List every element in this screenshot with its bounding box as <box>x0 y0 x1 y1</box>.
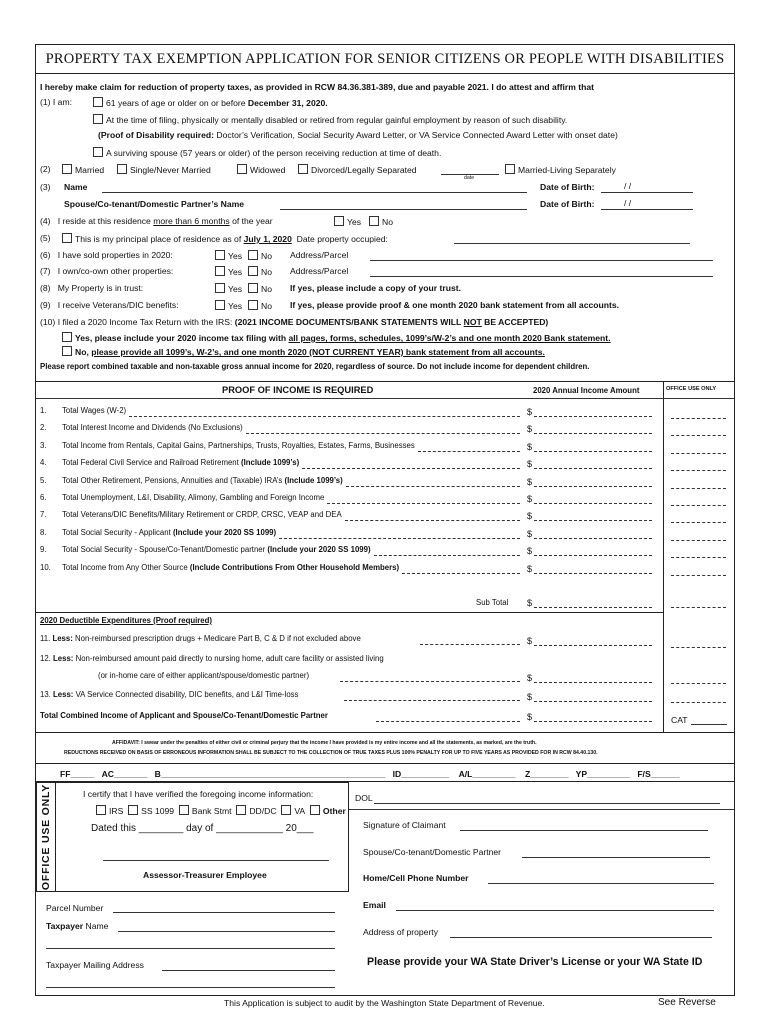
deduction-12-cont: (or in-home care of either applicant/spouse/domestic partner) <box>98 671 310 680</box>
income-amount-field[interactable] <box>534 416 652 417</box>
office-deduction-13-field[interactable] <box>671 702 726 703</box>
q5-checkbox[interactable] <box>62 233 72 243</box>
name-field[interactable] <box>102 192 527 193</box>
phone-field[interactable] <box>488 883 714 884</box>
office-deduction-11-field[interactable] <box>671 647 726 648</box>
q9-no-option[interactable]: No <box>248 300 272 311</box>
q2-number: (2) <box>40 164 51 174</box>
spouse-name-label: Spouse/Co-tenant/Domestic Partner’s Name <box>64 199 245 209</box>
income-top-rule <box>35 381 735 382</box>
income-row-leader <box>129 416 520 417</box>
q6-address-label: Address/Parcel <box>290 250 349 260</box>
income-row-leader <box>402 573 520 574</box>
dol-label: DOL <box>355 793 373 803</box>
income-header: PROOF OF INCOME IS REQUIRED <box>222 385 374 395</box>
income-row-leader <box>374 555 520 556</box>
q8-yes-option[interactable]: Yes <box>215 283 242 294</box>
deduction-12-line <box>340 681 520 682</box>
income-row-1: 1. Total Wages (W-2) <box>40 406 127 415</box>
q7-yes-checkbox[interactable] <box>215 266 225 276</box>
dated-row: Dated this ________ day of ____________ 20___ <box>91 823 314 834</box>
income-row-leader <box>327 503 520 504</box>
q1-proof-note: (Proof of Disability required: Doctor’s Verification, Social Security Award Letter, or VA Service Connected Award Letter with onset date) <box>98 130 618 140</box>
q8-text: (8) My Property is in trust: <box>40 283 144 293</box>
income-header-rule <box>36 398 663 399</box>
parcel-field[interactable] <box>113 912 335 913</box>
assessor-signature-line[interactable] <box>103 860 329 861</box>
q2-divorced-checkbox[interactable] <box>298 164 308 174</box>
deductions-top-rule <box>36 612 663 613</box>
deduction-12-dollar: $ <box>527 673 533 683</box>
income-amount-field[interactable] <box>534 503 652 504</box>
q5-number: (5) <box>40 233 51 243</box>
doc-ss1099-checkbox[interactable] <box>128 805 138 815</box>
q1-spouse-checkbox[interactable] <box>93 147 103 157</box>
office-subtotal-field[interactable] <box>671 607 726 608</box>
q10-no-checkbox[interactable] <box>62 346 72 356</box>
office-use-header: OFFICE USE ONLY <box>666 386 717 392</box>
affidavit-top-rule <box>35 732 735 733</box>
income-dollar-sign: $ <box>527 424 533 434</box>
deduction-13-line <box>344 700 520 701</box>
q7-address-field[interactable] <box>370 276 713 277</box>
office-docs-row: IRS SS 1099 Bank Stmt DD/DC VA Other <box>96 805 346 816</box>
q7-address-label: Address/Parcel <box>290 266 349 276</box>
income-amount-field[interactable] <box>534 468 652 469</box>
income-amount-field[interactable] <box>534 520 652 521</box>
name-label: Name <box>64 182 88 192</box>
cat-field[interactable] <box>691 724 727 725</box>
q2-single-checkbox[interactable] <box>117 164 127 174</box>
office-income-field[interactable] <box>671 488 726 489</box>
income-row-leader <box>279 538 520 539</box>
address-field[interactable] <box>450 937 712 938</box>
office-income-field[interactable] <box>671 522 726 523</box>
office-income-field[interactable] <box>671 435 726 436</box>
q2-married-option[interactable]: Married <box>62 164 104 175</box>
office-deduction-12-field[interactable] <box>671 683 726 684</box>
id-note: Please provide your WA State Driver’s License or your WA State ID <box>367 956 703 968</box>
income-row-10: 10. Total Income from Any Other Source (Include Contributions From Other Household Members) <box>40 563 400 572</box>
doc-irs-checkbox[interactable] <box>96 805 106 815</box>
q8-yes-checkbox[interactable] <box>215 283 225 293</box>
income-dollar-sign: $ <box>527 546 533 556</box>
q8-note: If yes, please include a copy of your trust. <box>290 283 461 293</box>
spouse-dob-label: Date of Birth: <box>540 199 595 209</box>
income-row-9: 9. Total Social Security - Spouse/Co-Tenant/Domestic partner (Include your 2020 SS 1099) <box>40 545 371 554</box>
spouse-dob-field[interactable] <box>601 209 693 210</box>
claimant-signature-label: Signature of Claimant <box>363 820 446 830</box>
income-dollar-sign: $ <box>527 529 533 539</box>
claim-intro: I hereby make claim for reduction of property taxes, as provided in RCW 84.36.381-389, due and payable 2021. I do attest and affirm that <box>40 82 594 92</box>
office-vertical-divider <box>55 782 56 892</box>
q6-no-option[interactable]: No <box>248 250 272 261</box>
income-dollar-sign: $ <box>527 442 533 452</box>
office-income-field[interactable] <box>671 453 726 454</box>
office-header-rule <box>663 398 734 399</box>
q9-note: If yes, please provide proof & one month 2020 bank statement from all accounts. <box>290 300 620 310</box>
income-row-7: 7. Total Veterans/DIC Benefits/Military Retirement or CRDP, CRSC, VEAP and DEA <box>40 510 342 519</box>
claimant-signature-field[interactable] <box>460 830 708 831</box>
q2-single-option[interactable]: Single/Never Married <box>117 164 211 175</box>
q9-yes-checkbox[interactable] <box>215 300 225 310</box>
office-column-divider <box>663 381 664 732</box>
office-income-field[interactable] <box>671 575 726 576</box>
total-combined-line <box>376 721 520 722</box>
q1-spouse-option[interactable]: A surviving spouse (57 years or older) of the person receiving reduction at time of death. <box>93 147 441 158</box>
deduction-11: 11. Less: Non-reimbursed prescription drugs + Medicare Part B, C & D if not excluded above <box>40 634 361 643</box>
q2-widowed-checkbox[interactable] <box>237 164 247 174</box>
q1-disabled-checkbox[interactable] <box>93 114 103 124</box>
doc-dddc-checkbox[interactable] <box>236 805 246 815</box>
q6-yes-checkbox[interactable] <box>215 250 225 260</box>
affidavit-line-2: REDUCTIONS RECEIVED ON BASIS OF ERRONEOUS INFORMATION SHALL BE SUBJECT TO THE COLLECTION OF TRUE TAXES PLUS 100% PENALTY FOR UP TO FIVE YEARS AS PROVIDED FOR IN RCW 84.40.130. <box>64 750 598 756</box>
q3-number: (3) <box>40 182 51 192</box>
q7-no-checkbox[interactable] <box>248 266 258 276</box>
q7-yes-option[interactable]: Yes <box>215 266 242 277</box>
audit-footer: This Application is subject to audit by the Washington State Department of Revenue. <box>224 998 545 1008</box>
office-use-vertical-label: OFFICE USE ONLY <box>40 783 52 891</box>
doc-other-checkbox[interactable] <box>310 805 320 815</box>
q4-no-option[interactable]: No <box>369 216 393 227</box>
taxpayer-label: Taxpayer Name <box>46 921 109 931</box>
spouse-name-field[interactable] <box>280 209 527 210</box>
income-amount-field[interactable] <box>534 538 652 539</box>
email-field[interactable] <box>396 910 714 911</box>
total-dollar: $ <box>527 712 533 722</box>
income-amount-field[interactable] <box>534 573 652 574</box>
q7-text: (7) I own/co-own other properties: <box>40 266 174 276</box>
q6-no-checkbox[interactable] <box>248 250 258 260</box>
q1-label: (1) I am: <box>40 97 72 107</box>
q9-no-checkbox[interactable] <box>248 300 258 310</box>
affidavit-bottom-rule <box>35 763 735 764</box>
q10-no-option[interactable]: No, please provide all 1099’s, W-2’s, and one month 2020 (NOT CURRENT YEAR) bank statement from all accounts. <box>62 346 545 357</box>
income-row-leader <box>346 486 520 487</box>
office-certify: I certify that I have verified the foregoing income information: <box>83 789 314 799</box>
q8-no-checkbox[interactable] <box>248 283 258 293</box>
income-row-4: 4. Total Federal Civil Service and Railroad Retirement (Include 1099’s) <box>40 458 300 467</box>
office-income-field[interactable] <box>671 470 726 471</box>
q4-text: (4) I reside at this residence more than 6 months of the year <box>40 216 273 226</box>
office-codes-row: FF_____ AC_______ B_______________________________________________ ID__________ A/L_________ Z________ YP_________ F/S______ <box>60 769 680 779</box>
taxpayer-name-field-2[interactable] <box>46 948 335 949</box>
q6-text: (6) I have sold properties in 2020: <box>40 250 173 260</box>
q2-widowed-option[interactable]: Widowed <box>237 164 285 175</box>
q2-married-checkbox[interactable] <box>62 164 72 174</box>
q1-age-checkbox[interactable] <box>93 97 103 107</box>
q5-option[interactable]: This is my principal place of residence as of July 1, 2020 Date property occupied: <box>62 233 388 244</box>
income-amount-header: 2020 Annual Income Amount <box>533 386 640 395</box>
q4-yes-checkbox[interactable] <box>334 216 344 226</box>
spouse-signature-label: Spouse/Co-tenant/Domestic Partner <box>363 847 502 857</box>
see-reverse: See Reverse <box>658 997 716 1008</box>
deduction-13-field[interactable] <box>534 701 652 702</box>
income-amount-field[interactable] <box>534 433 652 434</box>
cat-label: CAT <box>671 715 688 725</box>
q4-yes-option[interactable]: Yes <box>334 216 361 227</box>
q4-no-checkbox[interactable] <box>369 216 379 226</box>
q9-text: (9) I receive Veterans/DIC benefits: <box>40 300 179 310</box>
q6-yes-option[interactable]: Yes <box>215 250 242 261</box>
form-title: PROPERTY TAX EXEMPTION APPLICATION FOR SENIOR CITIZENS OR PEOPLE WITH DISABILITIES <box>35 44 735 74</box>
taxpayer-name-field[interactable] <box>118 931 335 932</box>
income-row-leader <box>246 433 520 434</box>
q7-no-option[interactable]: No <box>248 266 272 277</box>
report-note: Please report combined taxable and non-taxable gross annual income for 2020, regardless of source. Do not include income for dependent children. <box>40 362 590 371</box>
q8-no-option[interactable]: No <box>248 283 272 294</box>
dol-field[interactable] <box>374 803 720 804</box>
subtotal-field[interactable] <box>534 607 652 608</box>
income-row-3: 3. Total Income from Rentals, Capital Gains, Partnerships, Trusts, Royalties, Estates, Farms, Businesses <box>40 441 415 450</box>
doc-bank-checkbox[interactable] <box>179 805 189 815</box>
office-income-field[interactable] <box>671 540 726 541</box>
spouse-dob-slashes: / / <box>624 198 632 208</box>
parcel-label: Parcel Number <box>46 903 104 913</box>
income-row-leader <box>302 468 520 469</box>
income-amount-field[interactable] <box>534 486 652 487</box>
spouse-signature-field[interactable] <box>522 857 710 858</box>
deduction-11-field[interactable] <box>534 645 652 646</box>
deduction-13-dollar: $ <box>527 692 533 702</box>
q2-divorced-option[interactable]: Divorced/Legally Separated <box>298 164 417 175</box>
total-combined-label: Total Combined Income of Applicant and Spouse/Co-Tenant/Domestic Partner <box>40 711 328 720</box>
deduction-12: 12. Less: Non-reimbursed amount paid directly to nursing home, adult care facility or assisted living <box>40 654 384 663</box>
income-dollar-sign: $ <box>527 564 533 574</box>
q10-yes-option[interactable]: Yes, please include your 2020 income tax filing with all pages, forms, schedules, 1099’s/W-2’s and one month 2020 Bank statement. <box>62 332 611 343</box>
doc-va-checkbox[interactable] <box>281 805 291 815</box>
dob-slashes: / / <box>624 181 632 191</box>
subtotal-label: Sub Total <box>476 598 509 607</box>
income-dollar-sign: $ <box>527 494 533 504</box>
q10-yes-checkbox[interactable] <box>62 332 72 342</box>
email-label: Email <box>363 900 386 910</box>
q1-age-option[interactable]: 61 years of age or older on or before December 31, 2020. <box>93 97 328 108</box>
mailing-field-2[interactable] <box>46 987 335 988</box>
phone-label: Home/Cell Phone Number <box>363 873 469 883</box>
income-dollar-sign: $ <box>527 407 533 417</box>
deduction-13: 13. Less: VA Service Connected disability, DIC benefits, and L&I Time-loss <box>40 690 299 699</box>
mailing-label: Taxpayer Mailing Address <box>46 960 144 970</box>
q9-yes-option[interactable]: Yes <box>215 300 242 311</box>
q2-married-living-checkbox[interactable] <box>505 164 515 174</box>
q6-address-field[interactable] <box>370 260 713 261</box>
dob-label: Date of Birth: <box>540 182 595 192</box>
office-income-field[interactable] <box>671 505 726 506</box>
address-label: Address of property <box>363 927 438 937</box>
income-row-leader <box>418 451 520 452</box>
deductions-header: 2020 Deductible Expenditures (Proof required) <box>40 616 213 625</box>
dol-rule <box>349 809 734 810</box>
income-dollar-sign: $ <box>527 477 533 487</box>
office-income-field[interactable] <box>671 557 726 558</box>
q10-text: (10) I filed a 2020 Income Tax Return with the IRS: (2021 INCOME DOCUMENTS/BANK STATEMENTS WILL NOT BE ACCEPTED) <box>40 317 549 327</box>
deduction-12-field[interactable] <box>534 682 652 683</box>
income-row-6: 6. Total Unemployment, L&I, Disability, Alimony, Gambling and Foreign Income <box>40 493 325 502</box>
subtotal-dollar: $ <box>527 598 533 608</box>
mailing-field[interactable] <box>162 970 335 971</box>
q2-married-living-option[interactable]: Married-Living Separately <box>505 164 616 175</box>
deduction-11-line <box>420 644 520 645</box>
income-dollar-sign: $ <box>527 511 533 521</box>
total-combined-field[interactable] <box>534 721 652 722</box>
income-row-5: 5. Total Other Retirement, Pensions, Annuities and (Taxable) IRA’s (Include 1099’s) <box>40 476 343 485</box>
income-row-leader <box>345 520 520 521</box>
income-amount-field[interactable] <box>534 555 652 556</box>
dob-field[interactable] <box>601 192 693 193</box>
income-amount-field[interactable] <box>534 451 652 452</box>
date-occupied-field[interactable] <box>454 243 690 244</box>
assessor-label: Assessor-Treasurer Employee <box>143 870 267 880</box>
q2-date-caption: date <box>464 175 475 181</box>
office-income-field[interactable] <box>671 418 726 419</box>
affidavit-line-1: AFFIDAVIT: I swear under the penalties of either civil or criminal perjury that the income I have provided is my entire income and all the statements, as marked, are the truth. <box>112 740 537 746</box>
deduction-11-dollar: $ <box>527 636 533 646</box>
income-dollar-sign: $ <box>527 459 533 469</box>
income-row-8: 8. Total Social Security - Applicant (Include your 2020 SS 1099) <box>40 528 277 537</box>
income-row-2: 2. Total Interest Income and Dividends (No Exclusions) <box>40 423 243 432</box>
q1-disabled-option[interactable]: At the time of filing, physically or mentally disabled or retired from regular gainful employment by reason of such disability. <box>93 114 567 125</box>
